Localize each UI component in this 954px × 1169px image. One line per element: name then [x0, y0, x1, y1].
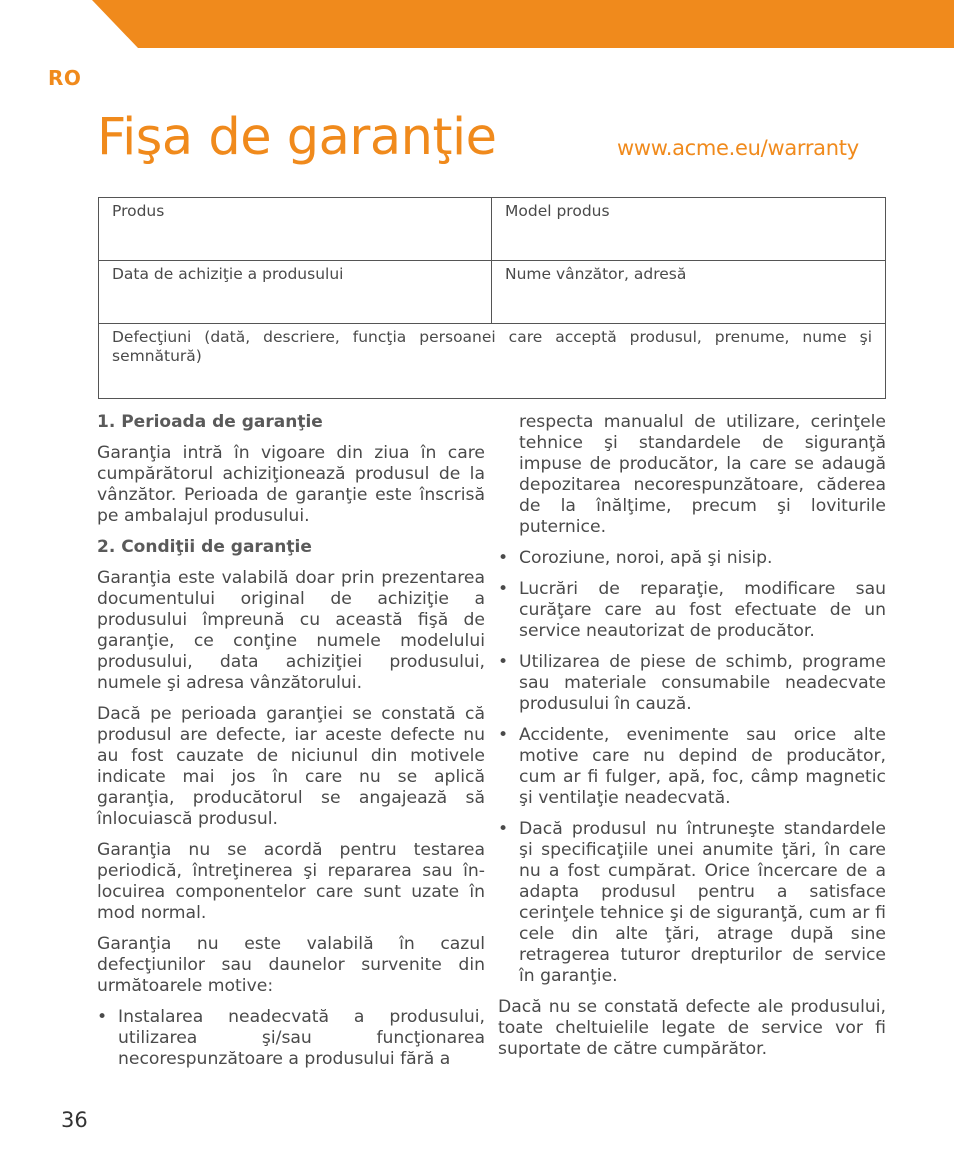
page-number: 36 [61, 1108, 88, 1132]
exclusion-list [97, 1007, 485, 1070]
list-item-continuation: respecta manualul de utilizare, cerinţele tehnice şi standardele de siguranţă impuse de producător, la care se adaugă depozitarea necorespunzătoare, căderea de la înălţime, precum şi loviturile puternice. [519, 412, 886, 537]
list-item [498, 725, 886, 809]
bullet-icon: • [498, 652, 509, 672]
list-item [498, 819, 886, 987]
purchase-date-field[interactable] [99, 261, 492, 324]
final-paragraph: Dacă nu se constată defecte ale produsului, toate cheltuielile legate de service vor fi suportate de către cumpărător. [498, 997, 886, 1059]
paragraph: Dacă pe perioada garanţiei se constată că produsul are defecte, iar aceste defecte nu au fost cauzate de niciunul din motivele indicate mai jos în care nu se aplică garanţia, producătorul se angajează să înlocuiască produsul. [97, 704, 485, 829]
bullet-icon: • [498, 579, 509, 599]
list-item [97, 1007, 485, 1070]
bullet-icon: • [498, 548, 509, 568]
defects-label: Defecţiuni (dată, descriere, funcţia persoanei care acceptă produsul, prenume, nume şi semnătură) [112, 328, 872, 365]
left-column [97, 412, 485, 1080]
list-item [498, 579, 886, 642]
product-field[interactable] [99, 198, 492, 261]
section-heading-warranty-period: 1. Perioada de garanţie [97, 412, 323, 432]
page-title: Fişa de garanţie [97, 108, 497, 167]
list-item-text: Coroziune, noroi, apă şi nisip. [519, 548, 773, 568]
language-code: RO [48, 66, 82, 90]
paragraph: Garanţia intră în vigoare din ziua în care cumpărătorul achiziţionează produsul de la vânzător. Perioada de garanţie este înscrisă pe ambalajul produsului. [97, 443, 485, 526]
seller-field[interactable] [492, 261, 885, 324]
right-column [498, 412, 886, 1070]
list-item-text: Dacă produsul nu întruneşte standardele şi specificaţiile unei anumite ţări, în care nu a fost cumpărat. Orice încercare de a adapta produsul pentru a satisface cerinţele tehnice şi de siguranţă, cum ar fi cele din alte ţări, atrage după sine retragerea tuturor drepturilor de service în garanţie. [519, 819, 886, 986]
list-item [498, 548, 886, 569]
paragraph: Garanţia nu se acordă pentru testarea periodică, întreţinerea şi repararea sau în-locuirea componentelor care sunt uzate în mod normal. [97, 840, 485, 923]
paragraph: Garanţia este valabilă doar prin prezentarea documentului original de achiziţie a produsului împreună cu această fişă de garanţie, ce conţine numele modelului produsului, data achiziţiei produsului, numele şi adresa vânzătorului. [97, 568, 485, 693]
model-field[interactable] [492, 198, 885, 261]
bullet-icon: • [498, 725, 509, 745]
list-item-text: Instalarea neadecvată a produsului, utilizarea şi/sau funcţionarea necorespunzătoare a produsului fără a [118, 1007, 485, 1069]
section-heading-warranty-conditions: 2. Condiţii de garanţie [97, 537, 312, 557]
list-item-text: Lucrări de reparaţie, modificare sau curăţare care au fost efectuate de un service neautorizat de producător. [519, 579, 886, 641]
seller-label: Nume vânzător, adresă [505, 265, 687, 283]
list-item [498, 652, 886, 715]
bullet-icon: • [97, 1007, 108, 1027]
warranty-url: www.acme.eu/warranty [617, 136, 859, 160]
list-item-text: Utilizarea de piese de schimb, programe sau materiale consumabile neadecvate produsului în cauză. [519, 652, 886, 714]
product-label: Produs [112, 202, 165, 220]
list-item-text: Accidente, evenimente sau orice alte motive care nu depind de producător, cum ar fi fulger, apă, foc, câmp magnetic şi ventilaţie neadecvată. [519, 725, 886, 808]
header-accent-bar [0, 0, 954, 48]
bullet-icon: • [498, 819, 509, 839]
purchase-date-label: Data de achiziţie a produsului [112, 265, 344, 283]
model-label: Model produs [505, 202, 610, 220]
warranty-form [98, 197, 886, 399]
exclusion-list-continued [498, 548, 886, 987]
defects-field[interactable] [99, 324, 885, 398]
paragraph: Garanţia nu este valabilă în cazul defecţiunilor sau daunelor survenite din următoarele motive: [97, 934, 485, 996]
